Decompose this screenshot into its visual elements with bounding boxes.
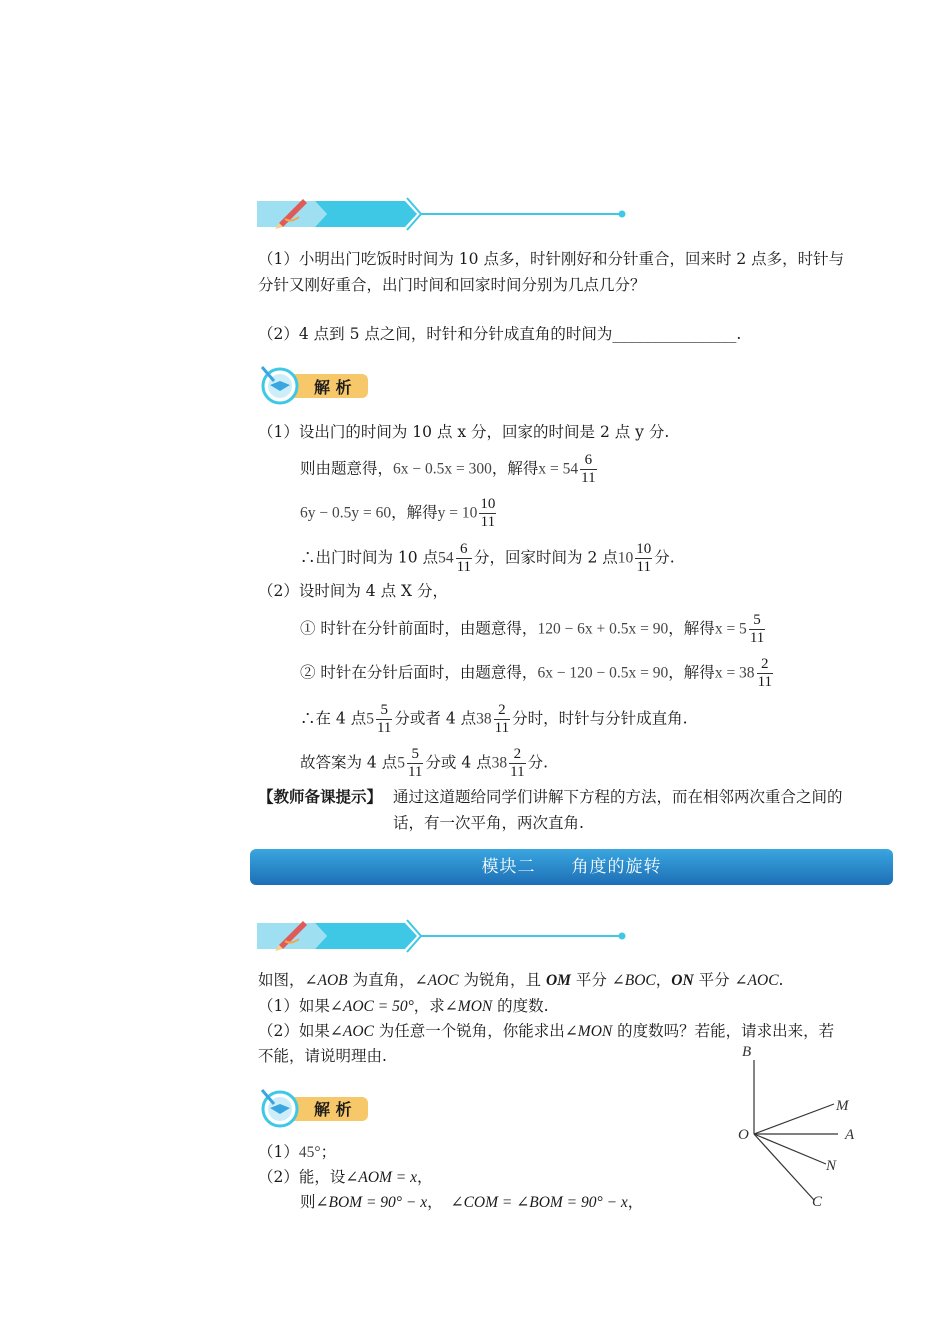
- solution-1-eq2: 6y − 0.5y = 60，解得y = 10 $\frac{10}{11}$: [300, 496, 496, 530]
- jiexi-label-2: 解 析: [314, 1100, 352, 1119]
- ray-om: [754, 1104, 834, 1134]
- answer-2-step: 则∠BOM = 90° − x， ∠COM = ∠BOM = 90° − x，: [300, 1193, 644, 1211]
- label-m: M: [836, 1098, 849, 1114]
- question-2: （2）4 点到 5 点之间，时针和分针成直角的时间为________________.: [258, 325, 742, 343]
- ray-on: [754, 1134, 826, 1164]
- angle-figure: [730, 1040, 870, 1220]
- teacher-tip-line-1: 通过这道题给同学们讲解下方程的方法，而在相邻两次重合之间的: [393, 788, 843, 806]
- solution-2-answer: 故答案为 4 点5 $\frac{5}{11}$ 分或 4 点38 $\frac{2}{11}$ 分.: [300, 746, 549, 780]
- label-c: C: [812, 1194, 823, 1210]
- solution-2-conclusion: ∴在 4 点5 $\frac{5}{11}$ 分或者 4 点38 $\frac{2}{11}$ 分时，时针与分针成直角.: [300, 702, 688, 736]
- example-banner-pencil-1: [255, 193, 630, 235]
- teacher-tip-line-2: 话，有一次平角，两次直角.: [393, 814, 584, 832]
- fraction: $\frac{10}{11}$: [480, 496, 496, 530]
- question-1-line-1: （1）小明出门吃饭时时间为 10 点多，时针刚好和分针重合，回来时 2 点多，时针与: [258, 250, 845, 268]
- jiexi-label-1: 解 析: [314, 378, 352, 397]
- solution-2-case1: ① 时针在分针前面时，由题意得，120 − 6x + 0.5x = 90，解得x = 5 $\frac{5}{11}$: [300, 612, 765, 646]
- fraction: $\frac{6}{11}$: [581, 452, 596, 486]
- label-o: O: [738, 1127, 749, 1143]
- answer-1: （1）45°；: [258, 1143, 337, 1161]
- question-1-line-2: 分针又刚好重合，出门时间和回家时间分别为几点几分？: [258, 276, 646, 294]
- answer-2-intro: （2）能，设∠AOM = x，: [258, 1168, 433, 1186]
- solution-1-intro: （1）设出门的时间为 10 点 x 分，回家的时间是 2 点 y 分.: [258, 423, 670, 441]
- label-b: B: [742, 1044, 752, 1060]
- label-n: N: [826, 1158, 837, 1174]
- problem-2-statement: 如图，∠AOB 为直角，∠AOC 为锐角，且 OM 平分 ∠BOC，ON 平分 ∠AOC.: [258, 971, 784, 989]
- example-banner-pencil-2: [255, 915, 630, 957]
- problem-2-question-2: （2）如果∠AOC 为任意一个锐角，你能求出∠MON 的度数吗？若能，请求出来，若: [258, 1022, 835, 1040]
- module-title-bar: 模块二 角度的旋转: [250, 849, 893, 885]
- solution-2-case2: ② 时针在分针后面时，由题意得，6x − 120 − 0.5x = 90，解得x = 38 $\frac{2}{11}$: [300, 656, 773, 690]
- ray-oc: [754, 1134, 814, 1200]
- solution-2-intro: （2）设时间为 4 点 X 分，: [258, 582, 448, 600]
- solution-1-eq1: 则由题意得，6x − 0.5x = 300，解得x = 54 $\frac{6}{11}$: [300, 452, 596, 486]
- teacher-tip-label: 【教师备课提示】: [258, 787, 383, 806]
- label-a: A: [845, 1127, 855, 1143]
- solution-1-conclusion: ∴出门时间为 10 点54 $\frac{6}{11}$ 分，回家时间为 2 点10 $\frac{10}{11}$ 分.: [300, 541, 675, 575]
- problem-2-question-1: （1）如果∠AOC = 50°，求∠MON 的度数.: [258, 997, 549, 1015]
- problem-2-question-2-line-2: 不能，请说明理由.: [258, 1047, 387, 1065]
